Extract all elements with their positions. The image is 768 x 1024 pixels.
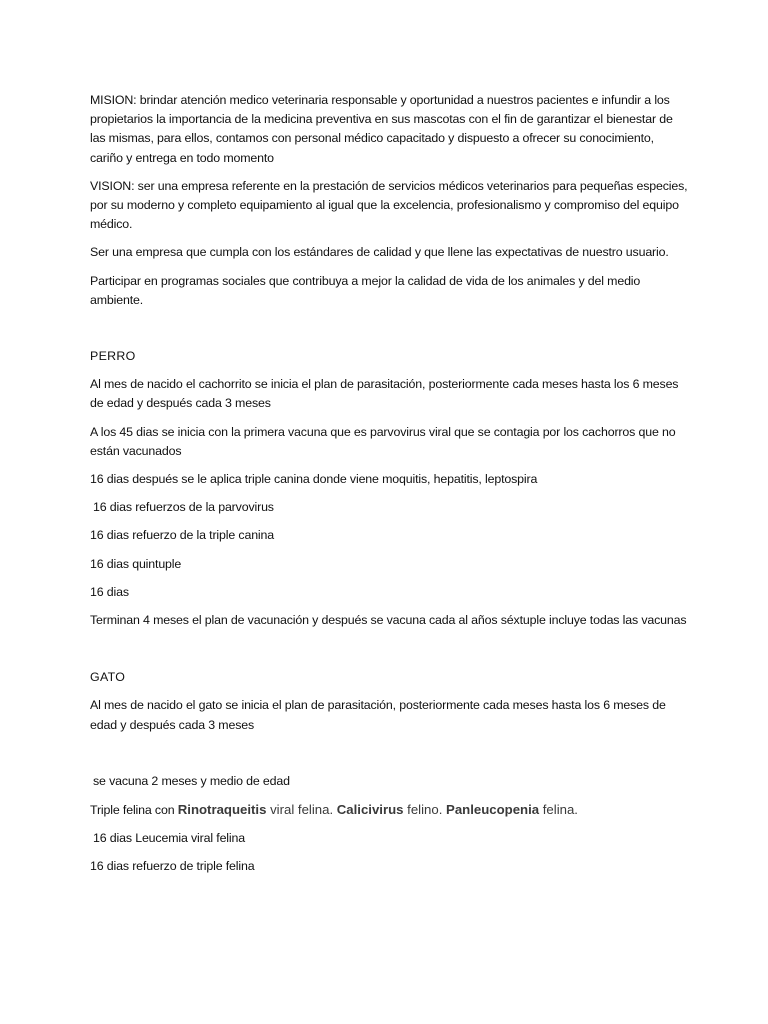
panleucopenia-term: Panleucopenia bbox=[446, 802, 540, 818]
perro-item: A los 45 dias se inicia con la primera vacuna que es parvovirus viral que se contagia por los cachorros que no están vacunados bbox=[90, 424, 676, 458]
perro-item: 16 dias después se le aplica triple canina donde viene moquitis, hepatitis, leptospira bbox=[90, 472, 538, 487]
gato-leucemia: 16 dias Leucemia viral felina bbox=[93, 831, 245, 846]
document-page bbox=[90, 91, 690, 877]
triple-felina-panleucopenia bbox=[446, 802, 578, 817]
vision-goal-quality: Ser una empresa que cumpla con los estándares de calidad y que llene las expectativas de nuestro usuario. bbox=[90, 245, 669, 260]
triple-felina-lead: Triple felina con bbox=[90, 803, 178, 818]
perro-item: 16 dias refuerzo de la triple canina bbox=[90, 528, 275, 543]
perro-item: 16 dias quintuple bbox=[90, 556, 182, 571]
triple-felina-calicivirus bbox=[337, 802, 446, 817]
gato-triple-felina bbox=[90, 800, 690, 820]
calicivirus-term: Calicivirus bbox=[336, 802, 404, 818]
perro-item: Terminan 4 meses el plan de vacunación y después se vacuna cada al años séxtuple incluye todas las vacunas bbox=[90, 613, 687, 628]
vision-goal-social: Participar en programas sociales que contribuya a mejor la calidad de vida de los animales y del medio ambiente. bbox=[90, 273, 641, 307]
mision-paragraph: MISION: brindar atención medico veterinaria responsable y oportunidad a nuestros pacientes e infundir a los propietarios la importancia de la medicina preventiva en sus mascotas con el fin de garantizar el bienestar de las mismas, para ellos, contamos con personal médico capacitado y dispuesto a ofrecer su conocimiento, cariño y entrega en todo momento bbox=[90, 93, 673, 165]
triple-felina-rinotraqueitis bbox=[178, 802, 337, 817]
perro-heading: PERRO bbox=[90, 349, 136, 364]
perro-item: 16 dias refuerzos de la parvovirus bbox=[93, 500, 274, 515]
rinotraqueitis-desc: viral felina. bbox=[266, 802, 337, 818]
gato-intro: Al mes de nacido el gato se inicia el plan de parasitación, posteriormente cada meses hasta los 6 meses de edad y después cada 3 meses bbox=[90, 698, 666, 732]
gato-heading: GATO bbox=[90, 670, 126, 685]
perro-item: 16 dias bbox=[90, 584, 129, 599]
vision-paragraph: VISION: ser una empresa referente en la prestación de servicios médicos veterinarios para pequeñas especies, por su moderno y completo equipamiento al igual que la excelencia, profesionalismo y compromiso del equipo médico. bbox=[90, 178, 688, 232]
gato-refuerzo: 16 dias refuerzo de triple felina bbox=[90, 859, 255, 874]
perro-item: Al mes de nacido el cachorrito se inicia el plan de parasitación, posteriormente cada meses hasta los 6 meses de edad y después cada 3 meses bbox=[90, 377, 679, 411]
panleucopenia-desc: felina. bbox=[539, 802, 578, 818]
rinotraqueitis-term: Rinotraqueitis bbox=[177, 802, 267, 818]
calicivirus-desc: felino. bbox=[403, 802, 447, 818]
gato-vacuna-edad: se vacuna 2 meses y medio de edad bbox=[93, 773, 290, 788]
